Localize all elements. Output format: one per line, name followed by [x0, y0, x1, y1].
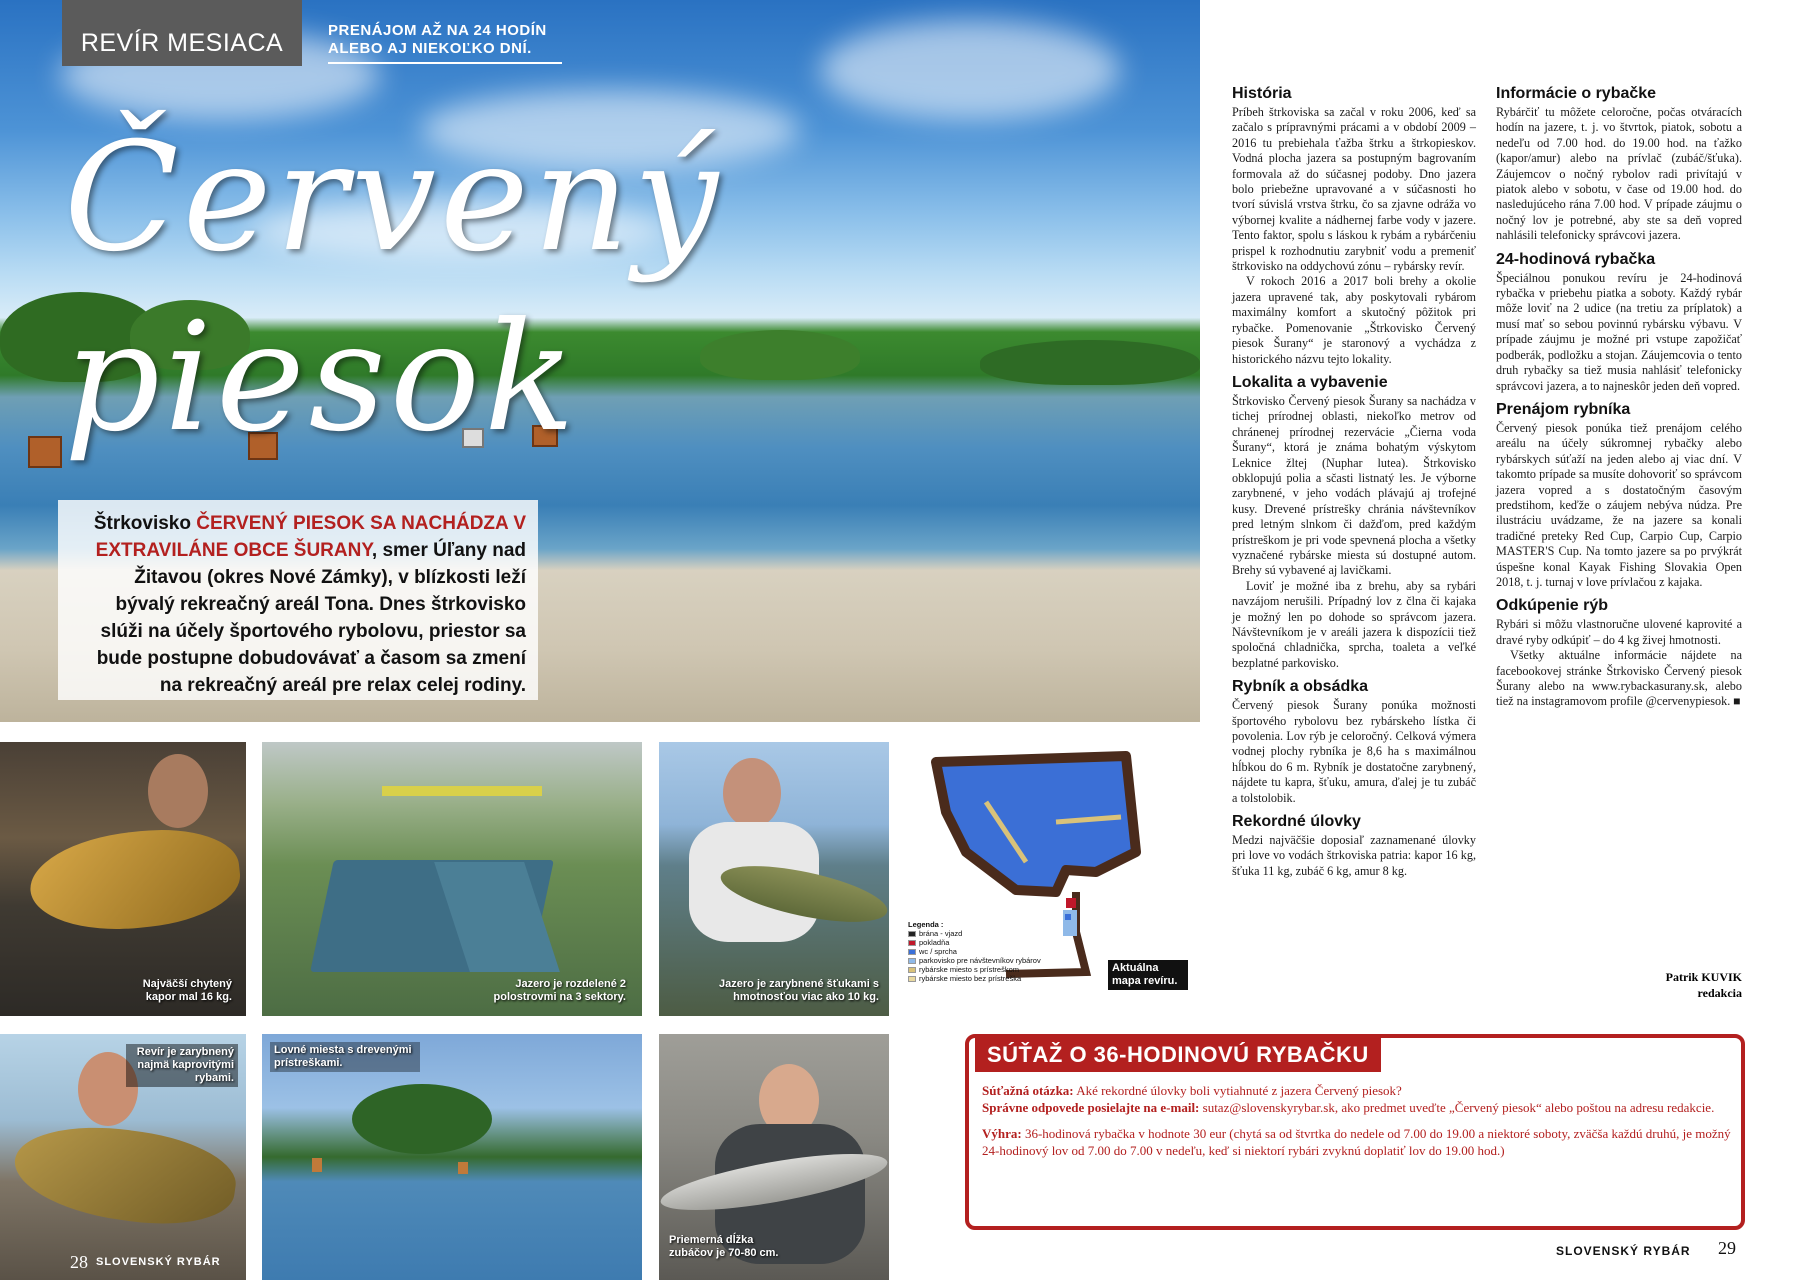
photo-carp	[0, 742, 246, 1016]
legend-item	[908, 956, 1041, 965]
legend-item	[908, 974, 1041, 983]
lead-paragraph	[58, 500, 538, 700]
paragraph: Príbeh štrkoviska sa začal v roku 2006, keď sa začalo s prípravnými prácami a v období 2009 – 2016 tu prebiehala ťažba štrku a štrkopieskov. Vodná plocha jazera sa postupným bagrovaním formovala až do súčasnej podoby. Dno jazera bolo priebežne upravované a v súčasnosti ho tvorí súvislá vrstva štrku, čo sa zjavne odráža vo výbornej kvalite a nádhernej farbe vody v jazere. Tento faktor, spolu s láskou k rybám a rybárčeniu prispel k rozhodnutiu zarybniť vodu a premeniť štrkovisko na oddychovú zónu – rybársky revír.	[1232, 105, 1476, 274]
contest-send-text: sutaz@slovenskyrybar.sk, ako predmet uveďte „Červený piesok“ alebo poštou na adresu redakcie.	[1199, 1099, 1715, 1115]
legend-label: parkovisko pre návštevníkov rybárov	[919, 956, 1041, 965]
contest-title: SÚŤAŽ O 36-HODINOVÚ RYBAČKU	[975, 1038, 1381, 1072]
photo-carp2	[0, 1034, 246, 1280]
section-heading: 24-hodinová rybačka	[1496, 250, 1656, 268]
left-brand: SLOVENSKÝ RYBÁR	[96, 1256, 221, 1268]
legend-swatch	[908, 949, 916, 955]
legend-title: Legenda :	[908, 920, 944, 929]
legend-swatch	[908, 958, 916, 964]
legend-swatch	[908, 940, 916, 946]
zander-caption: Priemerná dĺžka zubáčov je 70-80 cm.	[669, 1234, 779, 1259]
map-legend	[908, 920, 1041, 983]
lead-rest: , smer Úľany nad Žitavou (okres Nové Zámky), v blízkosti leží bývalý rekreačný areál Tona. Dnes štrkovisko slúži na účely športového rybolovu, priestor sa bude postupne dobudovávať a časom sa zmení na rekreačný areál pre relax celej rodiny.	[96, 540, 526, 696]
section-heading: Lokalita a vybavenie	[1232, 373, 1388, 391]
map-caption: Aktuálna mapa revíru.	[1108, 960, 1188, 990]
contest-question	[982, 1083, 1732, 1100]
paragraph: Červený piesok Šurany ponúka možnosti športového rybolovu bez rybárskeho lístka či povolenia. Lov rýb je celoročný. Celková výmera vodnej plochy rybníka je 8,6 ha s maximálnou hĺbkou do 6 m. Rybník je dostatočne zarybnený, nájdete tu kapra, šťuku, amura, ďalej je tu zubáč a tolstolobik.	[1232, 698, 1476, 805]
photo-aerial	[262, 742, 642, 1016]
section-heading: Rekordné úlovky	[1232, 813, 1361, 831]
author-name: Patrik KUVIK	[1665, 970, 1742, 984]
section-heading: Odkúpenie rýb	[1496, 597, 1609, 615]
section-label: REVÍR MESIACA	[62, 0, 302, 66]
tagline: PRENÁJOM AŽ NA 24 HODÍN ALEBO AJ NIEKOĽKO DNÍ.	[328, 22, 562, 64]
legend-item	[908, 947, 1041, 956]
paragraph: Loviť je možné iba z brehu, aby sa rybári navzájom nerušili. Prípadný lov z člna či kajaka je možný len po dohode so správcom jazera. Návštevníkom je v areáli jazera k dispozícii tiež spoločná chladnička, sprcha, toaleta a veľké bezplatné parkovisko.	[1232, 578, 1476, 670]
right-brand: SLOVENSKÝ RYBÁR	[1556, 1244, 1691, 1258]
author-byline	[1630, 969, 1742, 1001]
legend-label: wc / sprcha	[919, 947, 957, 956]
legend-swatch	[908, 967, 916, 973]
column-right	[1496, 84, 1742, 710]
contest-body	[982, 1083, 1732, 1159]
page-title: Červený piesok	[64, 111, 723, 465]
paragraph: V rokoch 2016 a 2017 boli brehy a okolie jazera upravené tak, aby poskytovali rybárom maximálny komfort a skutočný pôžitok pri rybačke. Pomenovanie „Štrkovisko Červený piesok Šurany“ je staronový a vychádza z historického názvu tejto lokality.	[1232, 274, 1476, 366]
contest-prize	[982, 1126, 1732, 1159]
lake-caption: Lovné miesta s drevenými prístreškami.	[270, 1042, 420, 1072]
legend-label: rybárske miesto s prístreškom	[919, 965, 1020, 974]
carp2-caption: Revír je zarybnený najmä kaprovitými rybami.	[126, 1044, 238, 1087]
paragraph: Špeciálnou ponukou revíru je 24-hodinová rybačka v priebehu piatka a soboty. Každý rybár môže loviť na 2 udice (na tretiu za príplatok) a musí mať so sebou povinnú rybársku výbavu. V prípade záujmu je možné pri vstupe zapožičať podberák, podložku a stojan. Záujemcovia o tento druh rybačky sa tiež musia nahlásiť telefonicky správcovi jazera, a to najneskôr jeden deň vopred.	[1496, 270, 1742, 393]
legend-swatch	[908, 976, 916, 982]
paragraph: Rybári si môžu vlastnoručne ulovené kaprovité a dravé ryby odkúpiť – do 4 kg živej hmotnosti.	[1496, 617, 1742, 647]
legend-label: rybárske miesto bez prístreška	[919, 974, 1022, 983]
contest-prize-text: 36-hodinová rybačka v hodnote 30 eur (chytá sa od štvrtka do nedele od 7.00 do 19.00 a niektoré soboty, zväčša každú druhú, je možný 24-hodinový lov od 7.00 do 7.00 v nedeľu, keď si niektorí rybári zvyknú doplatiť lov do 19.00 hod.)	[982, 1126, 1731, 1158]
legend-label: pokladňa	[919, 938, 950, 947]
paragraph: Všetky aktuálne informácie nájdete na facebookovej stránke Štrkovisko Červený piesok Šurany alebo na www.rybackasurany.sk, alebo tiež na instagramovom profile @cervenypiesok. ■	[1496, 648, 1742, 709]
section-heading: Rybník a obsádka	[1232, 678, 1369, 696]
legend-item	[908, 938, 1041, 947]
section-heading: Informácie o rybačke	[1496, 85, 1657, 102]
photo-lake	[262, 1034, 642, 1280]
pike-caption: Jazero je zarybnené šťukami s hmotnosťou viac ako 10 kg.	[719, 978, 879, 1003]
aerial-caption: Jazero je rozdelené 2 polostrovmi na 3 sektory.	[493, 978, 626, 1003]
right-page-number: 29	[1718, 1238, 1736, 1258]
section-heading: História	[1232, 85, 1292, 102]
legend-item	[908, 965, 1041, 974]
paragraph: Červený piesok ponúka tiež prenájom celého areálu na účely súkromnej rybačky alebo rybárskych súťaží na jeden alebo aj viac dní. V takomto prípade sa musíte dohovoriť so správcom jazera vopred a s dostatočným časovým predstihom, keďže o záujem nebýva núdza. Pre ilustráciu uvádzame, že na jazere sa konali tradičné preteky Red Cup, Carpio Cup, Carpio MASTER'S Cup. Na tomto jazere sa po prvýkrát úspešne konal Kayak Fishing Slovakia Open 2018, t. j. turnaj v love prívlačou z kajaka.	[1496, 420, 1742, 589]
contest-send	[982, 1100, 1732, 1117]
column-left	[1232, 84, 1476, 879]
carp-caption: Najväčší chytený kapor mal 16 kg.	[142, 978, 232, 1003]
paragraph: Medzi najväčšie doposiaľ zaznamenané úlovky pri love vo vodách štrkoviska patria: kapor 16 kg, šťuka 11 kg, zubáč 6 kg, amur 8 kg.	[1232, 833, 1476, 878]
contest-prize-label: Výhra:	[982, 1126, 1022, 1141]
legend-label: brána - vjazd	[919, 929, 963, 938]
contest-question-label: Súťažná otázka:	[982, 1083, 1074, 1098]
author-role: redakcia	[1697, 986, 1742, 1000]
contest-question-text: Aké rekordné úlovky boli vytiahnuté z jazera Červený piesok?	[1073, 1083, 1402, 1098]
contest-send-label: Správne odpovede posielajte na e-mail:	[982, 1099, 1200, 1115]
legend-swatch	[908, 931, 916, 937]
lead-highlight: ČERVENÝ PIESOK SA NACHÁDZA V EXTRAVILÁNE OBCE ŠURANY	[95, 513, 526, 561]
paragraph: Rybárčiť tu môžete celoročne, počas otváracích hodín na jazere, t. j. vo štvrtok, piatok, sobotu a nedeľu od 7.00 hod. do 19.00 hod. na ťažko (kapor/amur) alebo na prívlač (zubáč/šťuka). Záujemcov o nočný rybolov radi privítajú v piatok alebo v sobotu, v čase od 19.00 hod. do nasledujúceho rána 7.00 hod. V prípade záujmu o nočný lov je potrebné, aby ste sa deň vopred nahlásili telefonicky správcovi jazera.	[1496, 105, 1742, 243]
photo-zander	[659, 1034, 889, 1280]
left-page-number: 28	[70, 1252, 88, 1272]
lead-start: Štrkovisko	[93, 513, 197, 534]
legend-item	[908, 929, 1041, 938]
paragraph: Štrkovisko Červený piesok Šurany sa nachádza v tichej prírodnej oblasti, niekoľko metrov od chránenej prírodnej rezervácie „Čierna voda Šurany“, ktorá je známa bohatým výskytom Leknice žltej (Nuphar lutea). Štrkovisko obklopujú polia a sčasti listnatý les. Je výborne zarybnené, v jeho vodách plávajú aj trofejné kusy. Drevené prístrešky chránia návštevníkov pred letným slnkom či dažďom, pred každým prístreškom je pri vode spevnená plocha a všetky vyznačené rybárske miesta sú dostupné autom. Brehy sú vybavené aj lavičkami.	[1232, 393, 1476, 578]
section-heading: Prenájom rybníka	[1496, 400, 1631, 418]
photo-pike	[659, 742, 889, 1016]
